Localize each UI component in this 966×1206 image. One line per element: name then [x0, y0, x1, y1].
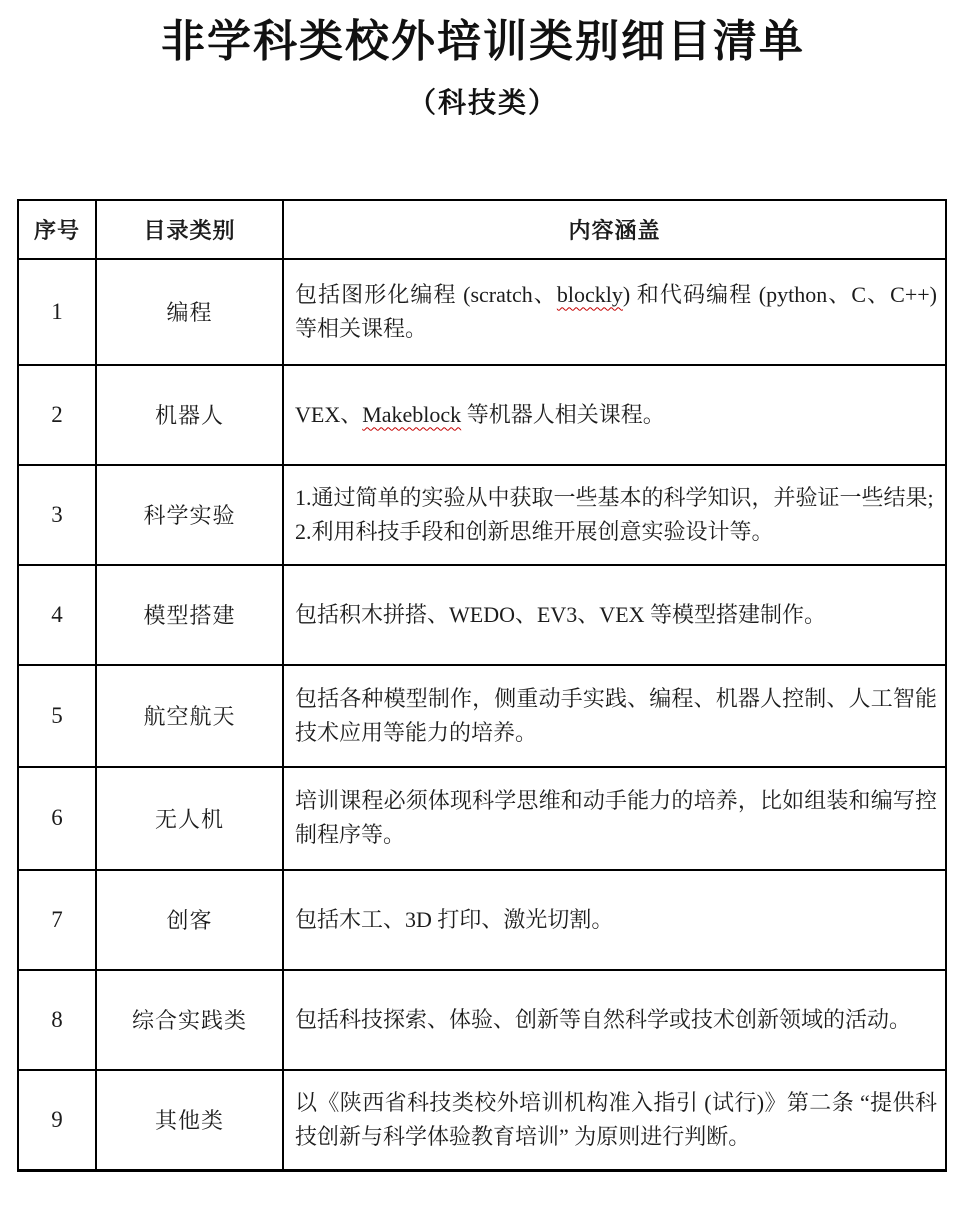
document-subtitle: （科技类） [407, 87, 558, 119]
table-row [18, 1070, 946, 1171]
table-row [18, 365, 946, 465]
misspelled-word: Makeblock [362, 401, 462, 427]
row-category: 机器人 [96, 365, 283, 465]
row-number: 7 [18, 870, 96, 970]
table-row [18, 465, 946, 565]
row-number: 8 [18, 970, 96, 1070]
row-number: 6 [18, 767, 96, 870]
page [0, 16, 966, 1206]
table-row [18, 870, 946, 970]
header-category: 目录类别 [96, 200, 283, 259]
content-line-1: 1.通过简单的实验从中获取一些基本的科学知识，并验证一些结果; [295, 484, 934, 510]
row-category: 航空航天 [96, 665, 283, 767]
row-category: 编程 [96, 259, 283, 365]
row-content [283, 259, 946, 365]
table-row [18, 665, 946, 767]
row-category: 科学实验 [96, 465, 283, 565]
content-text: VEX、 [295, 401, 363, 427]
table-row [18, 970, 946, 1070]
content-text: 包括图形化编程 (scratch、 [295, 281, 557, 307]
row-content: 包括木工、3D 打印、激光切割。 [283, 870, 946, 970]
row-content: 包括科技探索、体验、创新等自然科学或技术创新领域的活动。 [283, 970, 946, 1070]
row-content: 包括积木拼搭、WEDO、EV3、VEX 等模型搭建制作。 [283, 565, 946, 665]
row-category: 综合实践类 [96, 970, 283, 1070]
row-number: 5 [18, 665, 96, 767]
row-category: 无人机 [96, 767, 283, 870]
row-number: 3 [18, 465, 96, 565]
category-table [17, 199, 947, 1173]
row-number: 4 [18, 565, 96, 665]
table-row [18, 565, 946, 665]
row-content: 包括各种模型制作，侧重动手实践、编程、机器人控制、人工智能技术应用等能力的培养。 [283, 665, 946, 767]
content-text: ) 和代码编程 (python、C、C++) 等相关课程。 [295, 281, 937, 341]
row-number: 1 [18, 259, 96, 365]
content-line-2: 2.利用科技手段和创新思维开展创意实验设计等。 [295, 518, 774, 544]
row-content: 以《陕西省科技类校外培训机构准入指引 (试行)》第二条 “提供科技创新与科学体验教育培训” 为原则进行判断。 [283, 1070, 946, 1171]
row-category: 其他类 [96, 1070, 283, 1171]
document-title: 非学科类校外培训类别细目清单 [161, 17, 805, 66]
row-content [283, 465, 946, 565]
header-serial-number: 序号 [18, 200, 96, 259]
row-number: 9 [18, 1070, 96, 1171]
misspelled-word: blockly [556, 281, 623, 307]
table-row [18, 767, 946, 870]
row-number: 2 [18, 365, 96, 465]
row-content: 培训课程必须体现科学思维和动手能力的培养，比如组装和编写控制程序等。 [283, 767, 946, 870]
row-content [283, 365, 946, 465]
row-category: 模型搭建 [96, 565, 283, 665]
header-content-coverage: 内容涵盖 [283, 200, 946, 259]
content-text: 等机器人相关课程。 [461, 401, 665, 427]
row-category: 创客 [96, 870, 283, 970]
table-header-row [18, 200, 946, 259]
table-row [18, 259, 946, 365]
